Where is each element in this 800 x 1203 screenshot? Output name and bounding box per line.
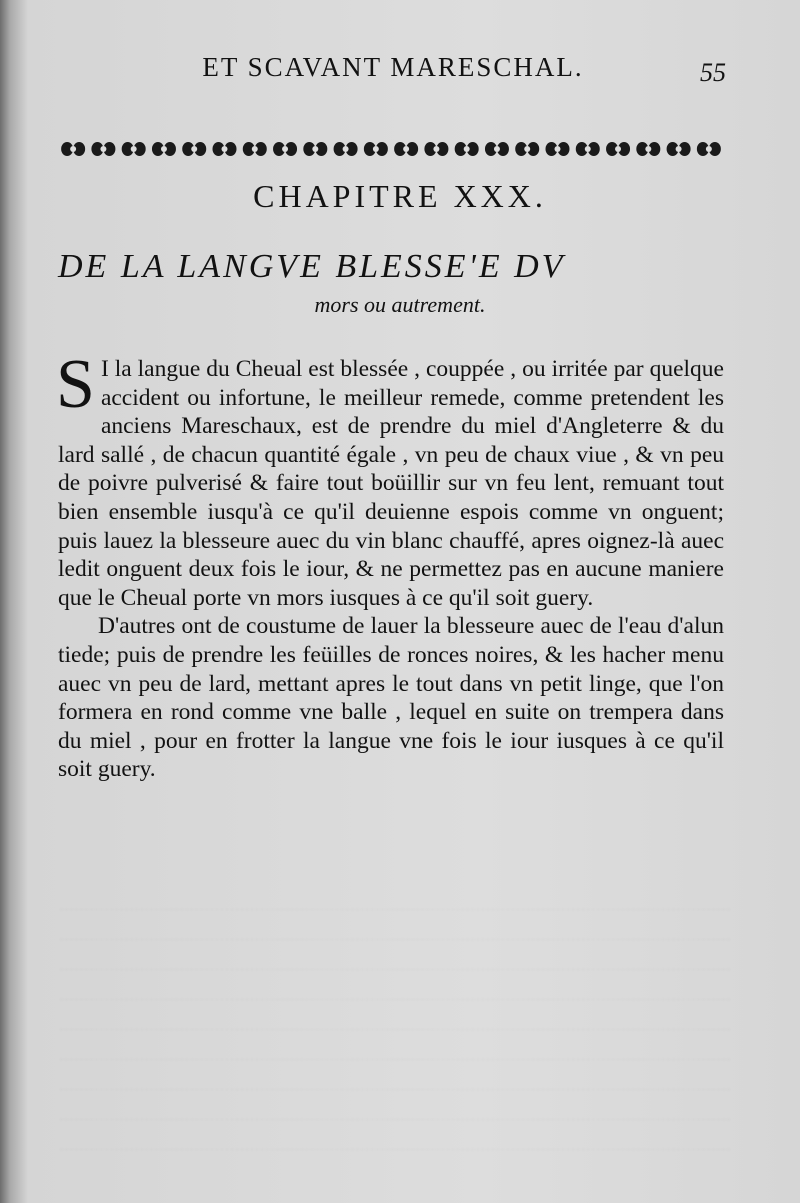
fleuron-glyph [152,142,176,156]
show-through-ghost-text [60,880,730,1180]
drop-cap: S [56,346,95,423]
fleuron-glyph [364,142,388,156]
fleuron-glyph [606,142,630,156]
paragraph-1-text: I la langue du Cheual est blessée , couppée , ou irritée par quelque accident ou infortune, le meilleur remede, comme pretendent les anciens Mareschaux, est de prendre du miel d'Angleterre & du lard sallé , de chacun quantité égale , vn peu de chaux viue , & vn peu de poivre pulverisé & faire tout boüillir sur vn feu lent, remuant tout bien ensemble iusqu'à ce qu'il deuienne espois comme vn onguent; puis lauez la blesseure auec du vin blanc chauffé, apres oignez-là auec ledit onguent deux fois le iour, & ne permettez pas en aucune maniere que le Cheual porte vn mors iusques à ce qu'il soit guery. [58,356,724,611]
fleuron-glyph [424,142,448,156]
fleuron-glyph [546,142,570,156]
page-header [0,52,800,92]
paragraph [58,612,724,784]
running-head: ET SCAVANT MARESCHAL. [202,52,584,82]
fleuron-glyph [91,142,115,156]
fleuron-glyph [182,142,206,156]
fleuron-glyph [576,142,600,156]
body-text [56,346,724,784]
fleuron-glyph [122,142,146,156]
paragraph [56,346,724,612]
fleuron-glyph [394,142,418,156]
section-subtitle: mors ou autrement. [314,292,486,317]
fleuron-glyph [455,142,479,156]
page-number: 55 [700,58,726,87]
paragraph-2-text: D'autres ont de coustume de lauer la blesseure auec de l'eau d'alun tiede; puis de prendre les feüilles de ronces noires, & les hacher menu auec vn peu de lard, mettant apres le tout dans vn petit linge, que l'on formera en rond comme vne balle , lequel en suite on trempera dans du miel , pour en frotter la langue vne fois le iour iusques à ce qu'il soit guery. [58,613,724,783]
fleuron-glyph [636,142,660,156]
fleuron-glyph [61,142,85,156]
fleuron-glyph [485,142,509,156]
fleuron-glyph [667,142,691,156]
section-title: DE LA LANGVE BLESSE'E DV [58,248,566,285]
ornament-border [58,136,724,162]
fleuron-glyph [273,142,297,156]
fleuron-glyph [303,142,327,156]
fleuron-glyph [697,142,721,156]
fleuron-glyph [334,142,358,156]
fleuron-glyph [243,142,267,156]
fleuron-glyph [515,142,539,156]
fleuron-glyph [213,142,237,156]
chapter-title: CHAPITRE XXX. [253,178,547,214]
